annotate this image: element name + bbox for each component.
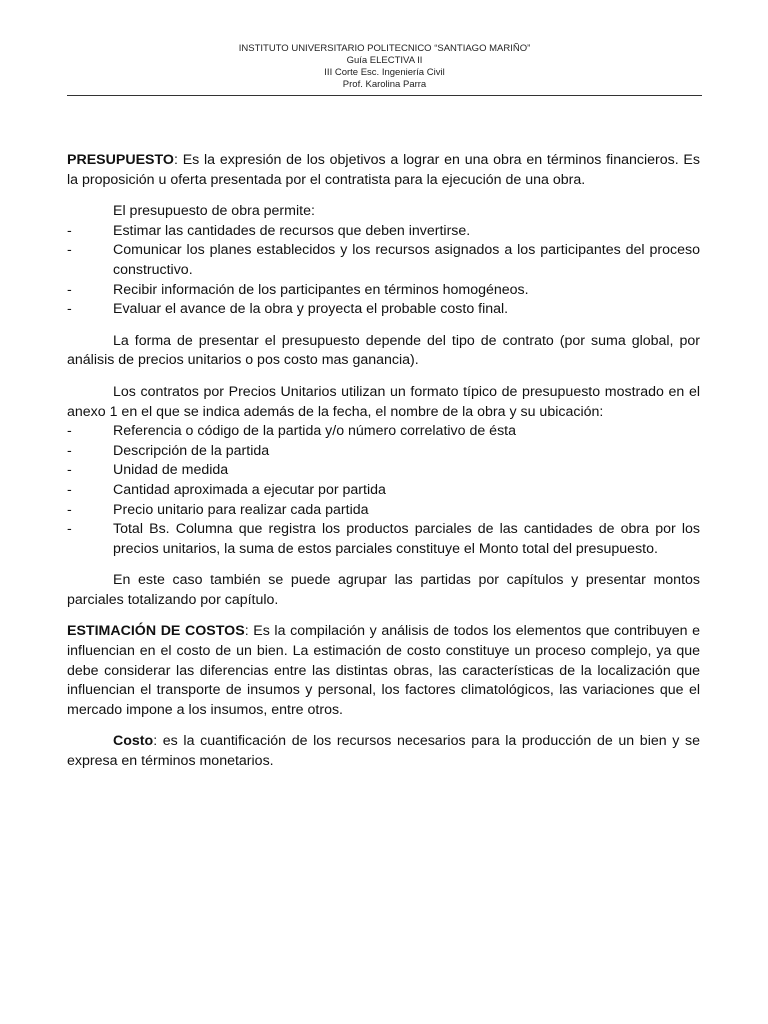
list-item: - Recibir información de los participantes en términos homogéneos. xyxy=(67,281,700,301)
costo-paragraph xyxy=(67,732,700,771)
list-item: - Precio unitario para realizar cada partida xyxy=(67,501,700,521)
estimacion-definition: : Es la compilación y análisis de todos los elementos que contribuyen e influencian en el costo de un bien. La estimación de costo constituye un proceso complejo, ya que debe considerar las diferencias entre las distintas obras, las características de la localización que influencian el transporte de insumos y personal, los factores climatológicos, las variaciones que el mercado impone a los insumos, entre otros. xyxy=(67,623,701,718)
contratos-paragraph: Los contratos por Precios Unitarios utilizan un formato típico de presupuesto mostrado en el anexo 1 en el que se indica además de la fecha, el nombre de la obra y su ubicación: xyxy=(67,383,700,420)
permite-intro: El presupuesto de obra permite: xyxy=(113,203,315,220)
list-item: - Descripción de la partida xyxy=(67,442,700,462)
permite-list xyxy=(67,222,700,320)
list-item: - Cantidad aproximada a ejecutar por partida xyxy=(67,481,700,501)
forma-paragraph: La forma de presentar el presupuesto depende del tipo de contrato (por suma global, por análisis de precios unitarios o pos costo mas ganancia). xyxy=(67,332,700,369)
list-item: - Unidad de medida xyxy=(67,461,700,481)
document-body xyxy=(67,151,700,772)
estimacion-paragraph xyxy=(67,622,700,720)
header-course: Guía ELECTIVA II xyxy=(346,55,423,66)
costo-definition: : es la cuantificación de los recursos necesarios para la producción de un bien y se expresa en términos monetarios. xyxy=(67,733,700,770)
presupuesto-definition: : Es la expresión de los objetivos a lograr en una obra en términos financieros. Es la proposición u oferta presentada por el contratista para la ejecución de una obra. xyxy=(67,152,700,188)
list-item: - Total Bs. Columna que registra los productos parciales de las cantidades de obra por los precios unitarios, la suma de estos parciales constituye el Monto total del presupuesto. xyxy=(67,520,700,559)
list-item: - Estimar las cantidades de recursos que deben invertirse. xyxy=(67,222,700,242)
estimacion-term: ESTIMACIÓN DE COSTOS xyxy=(67,623,245,640)
presupuesto-term: PRESUPUESTO xyxy=(67,152,174,168)
list-item: - Evaluar el avance de la obra y proyecta el probable costo final. xyxy=(67,300,700,320)
presupuesto-paragraph xyxy=(67,151,700,190)
list-item: - Comunicar los planes establecidos y los recursos asignados a los participantes del proceso constructivo. xyxy=(67,241,700,280)
formato-list xyxy=(67,422,700,559)
header-professor: Prof. Karolina Parra xyxy=(342,79,427,90)
document-header xyxy=(67,43,702,91)
header-term: III Corte Esc. Ingeniería Civil xyxy=(324,67,445,78)
capitulos-paragraph: En este caso también se puede agrupar las partidas por capítulos y presentar montos parciales totalizando por capítulo. xyxy=(67,572,700,608)
header-divider xyxy=(67,95,702,96)
header-institution: INSTITUTO UNIVERSITARIO POLITECNICO “SANTIAGO MARIÑO” xyxy=(238,43,531,54)
list-item: - Referencia o código de la partida y/o número correlativo de ésta xyxy=(67,422,700,442)
costo-term: Costo xyxy=(113,733,154,750)
